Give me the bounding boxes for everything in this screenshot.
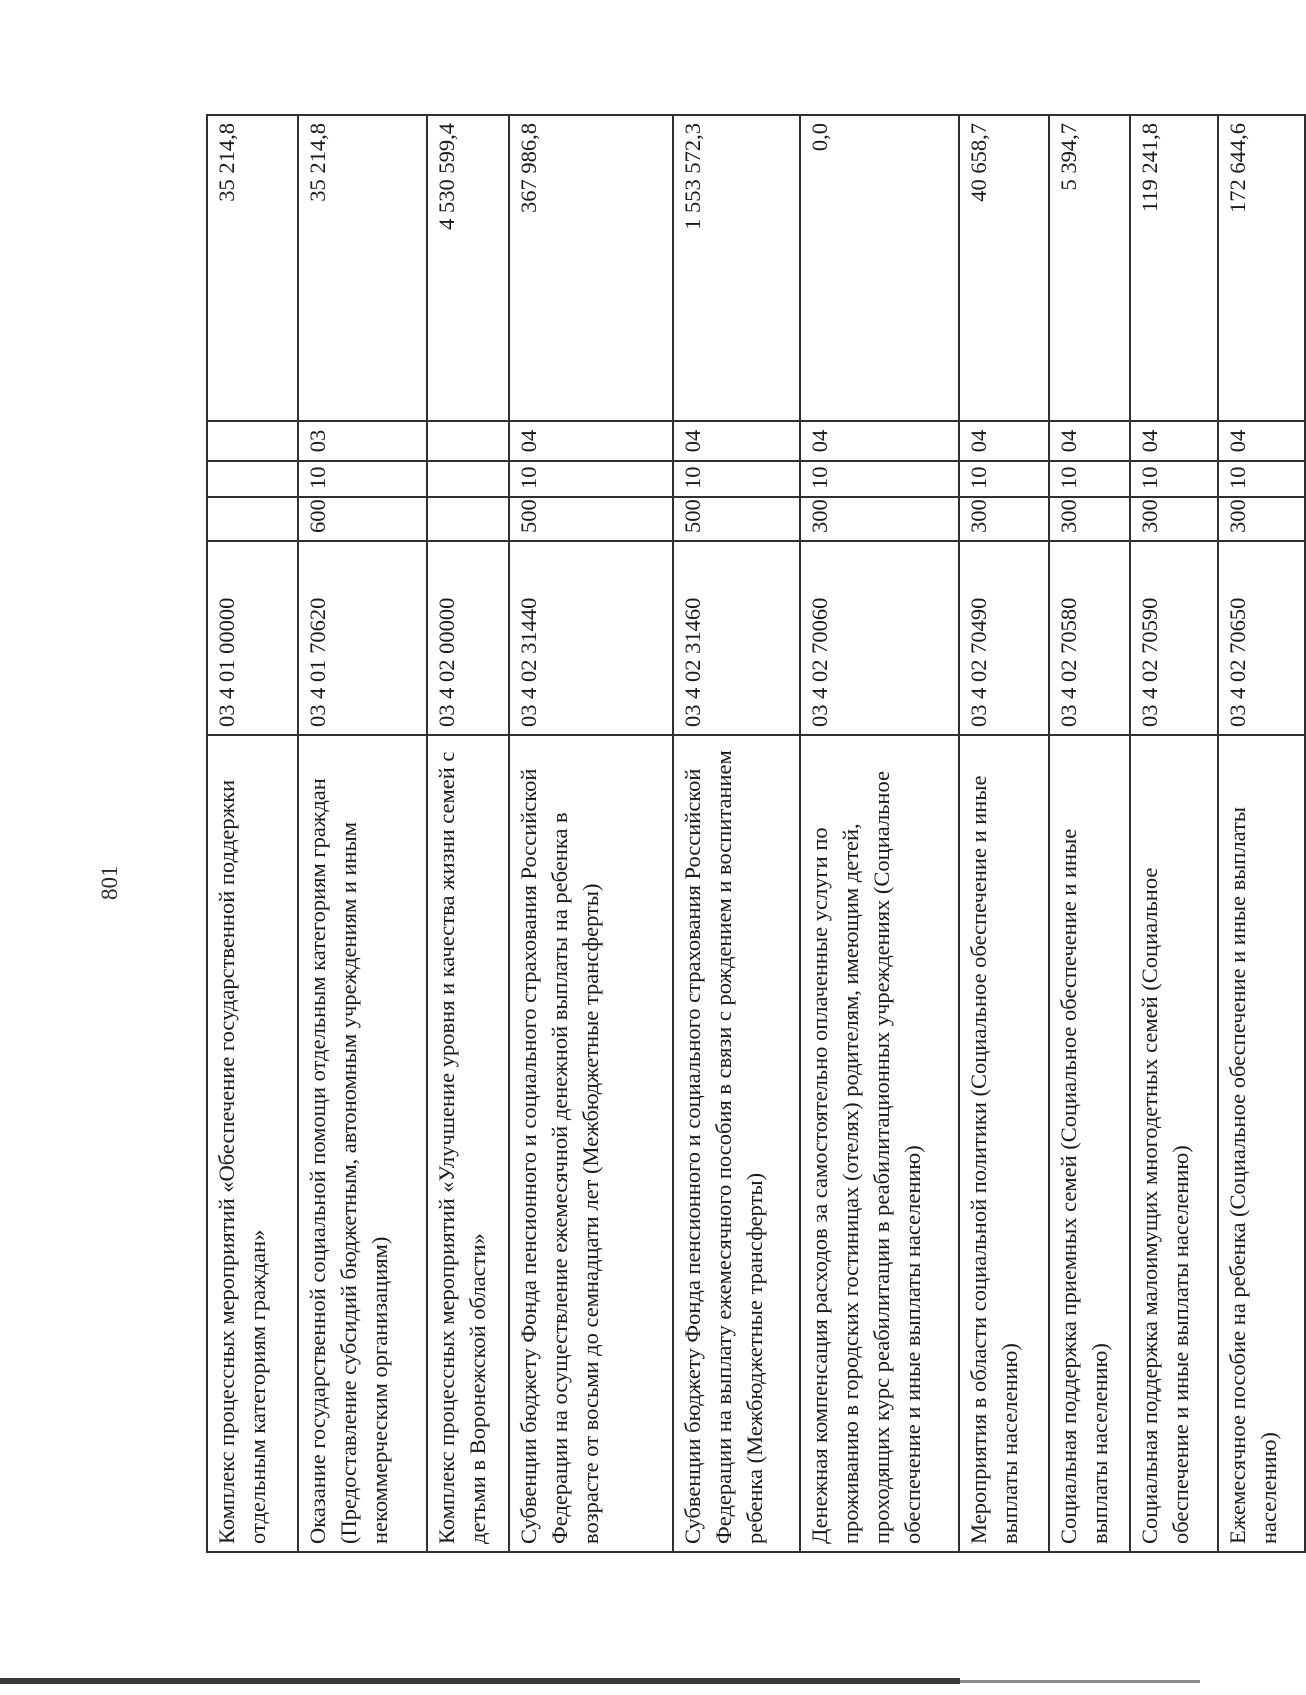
section-cell: 10 (959, 461, 1049, 497)
table-row (1130, 115, 1217, 1552)
table-row (959, 115, 1049, 1552)
scan-edge-artifact (0, 1678, 960, 1684)
budget-table (206, 114, 1306, 1553)
expense-type-cell (427, 497, 509, 541)
section-cell: 10 (800, 461, 959, 497)
amount-cell: 4 530 599,4 (427, 115, 509, 421)
amount-cell: 35 214,8 (298, 115, 427, 421)
subsection-cell: 03 (298, 421, 427, 461)
amount-cell: 35 214,8 (207, 115, 298, 421)
expense-type-cell: 300 (959, 497, 1049, 541)
expense-type-cell: 300 (1130, 497, 1217, 541)
program-name-cell: Субвенции бюджету Фонда пенсионного и социального страхования Российской Федерации на осуществление ежемесячной денежной выплаты на ребенка в возрасте от восьми до семнадцати лет (Межбюджетные трансферты) (509, 735, 673, 1552)
target-article-code-cell: 03 4 02 70580 (1049, 541, 1131, 735)
target-article-code-cell: 03 4 02 31460 (673, 541, 800, 735)
expense-type-cell: 500 (673, 497, 800, 541)
target-article-code-cell: 03 4 02 70060 (800, 541, 959, 735)
section-cell (207, 461, 298, 497)
target-article-code-cell: 03 4 02 70490 (959, 541, 1049, 735)
program-name-cell: Субвенции бюджету Фонда пенсионного и социального страхования Российской Федерации на выплату ежемесячного пособия в связи с рождением и воспитанием ребенка (Межбюджетные трансферты) (673, 735, 800, 1552)
subsection-cell: 04 (959, 421, 1049, 461)
amount-cell: 5 394,7 (1049, 115, 1131, 421)
program-name-cell: Мероприятия в области социальной политики (Социальное обеспечение и иные выплаты населению) (959, 735, 1049, 1552)
subsection-cell (207, 421, 298, 461)
program-name-cell: Комплекс процессных мероприятий «Улучшение уровня и качества жизни семей с детьми в Воронежской области» (427, 735, 509, 1552)
table-row (673, 115, 800, 1552)
amount-cell: 1 553 572,3 (673, 115, 800, 421)
expense-type-cell: 300 (1218, 497, 1306, 541)
section-cell: 10 (1049, 461, 1131, 497)
target-article-code-cell: 03 4 02 31440 (509, 541, 673, 735)
expense-type-cell: 500 (509, 497, 673, 541)
amount-cell: 367 986,8 (509, 115, 673, 421)
amount-cell: 0,0 (800, 115, 959, 421)
subsection-cell: 04 (1130, 421, 1217, 461)
target-article-code-cell: 03 4 02 70590 (1130, 541, 1217, 735)
budget-table-rotated (206, 116, 1306, 1553)
page-number: 801 (97, 865, 122, 900)
program-name-cell: Ежемесячное пособие на ребенка (Социальное обеспечение и иные выплаты населению) (1218, 735, 1306, 1552)
scan-edge-artifact (960, 1680, 1200, 1683)
table-row (800, 115, 959, 1552)
subsection-cell: 04 (800, 421, 959, 461)
program-name-cell: Комплекс процессных мероприятий «Обеспечение государственной поддержки отдельным категориям граждан» (207, 735, 298, 1552)
section-cell (427, 461, 509, 497)
target-article-code-cell: 03 4 02 70650 (1218, 541, 1306, 735)
section-cell: 10 (298, 461, 427, 497)
section-cell: 10 (509, 461, 673, 497)
amount-cell: 172 644,6 (1218, 115, 1306, 421)
expense-type-cell: 300 (1049, 497, 1131, 541)
expense-type-cell: 300 (800, 497, 959, 541)
table-row (1218, 115, 1306, 1552)
amount-cell: 119 241,8 (1130, 115, 1217, 421)
program-name-cell: Социальная поддержка малоимущих многодетных семей (Социальное обеспечение и иные выплаты населению) (1130, 735, 1217, 1552)
target-article-code-cell: 03 4 01 00000 (207, 541, 298, 735)
target-article-code-cell: 03 4 02 00000 (427, 541, 509, 735)
subsection-cell: 04 (1049, 421, 1131, 461)
section-cell: 10 (1130, 461, 1217, 497)
table-row (509, 115, 673, 1552)
section-cell: 10 (673, 461, 800, 497)
table-row (427, 115, 509, 1552)
program-name-cell: Социальная поддержка приемных семей (Социальное обеспечение и иные выплаты населению) (1049, 735, 1131, 1552)
program-name-cell: Денежная компенсация расходов за самостоятельно оплаченные услуги по проживанию в городских гостиницах (отелях) родителям, имеющим детей, проходящих курс реабилитации в реабилитационных учреждениях (Социальное обеспечение и иные выплаты населению) (800, 735, 959, 1552)
table-row (207, 115, 298, 1552)
subsection-cell (427, 421, 509, 461)
table-row (298, 115, 427, 1552)
expense-type-cell (207, 497, 298, 541)
table-row (1049, 115, 1131, 1552)
program-name-cell: Оказание государственной социальной помощи отдельным категориям граждан (Предоставление субсидий бюджетным, автономным учреждениям и иным некоммерческим организациям) (298, 735, 427, 1552)
subsection-cell: 04 (673, 421, 800, 461)
subsection-cell: 04 (1218, 421, 1306, 461)
subsection-cell: 04 (509, 421, 673, 461)
expense-type-cell: 600 (298, 497, 427, 541)
section-cell: 10 (1218, 461, 1306, 497)
target-article-code-cell: 03 4 01 70620 (298, 541, 427, 735)
amount-cell: 40 658,7 (959, 115, 1049, 421)
